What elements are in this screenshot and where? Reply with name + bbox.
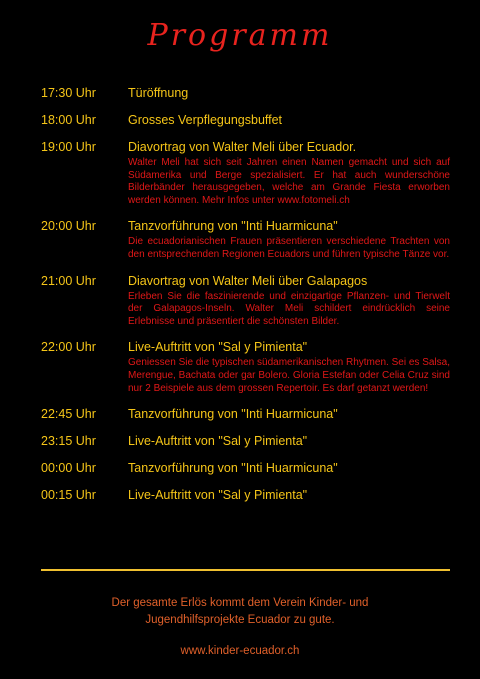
donation-note — [60, 595, 420, 629]
program-time: 23:15 Uhr — [41, 434, 96, 449]
program-time: 00:00 Uhr — [41, 461, 96, 476]
program-item — [41, 140, 450, 207]
program-item — [41, 113, 450, 128]
program-title: Tanzvorführung von "Inti Huarmicuna" — [128, 407, 338, 422]
program-item — [41, 274, 450, 329]
program-title: Tanzvorführung von "Inti Huarmicuna" — [128, 461, 338, 476]
donation-note-line-1: Der gesamte Erlös kommt dem Verein Kinder- und — [111, 597, 369, 609]
program-title: Live-Auftritt von "Sal y Pimienta" — [128, 434, 308, 449]
program-time: 20:00 Uhr — [41, 219, 96, 234]
program-item — [41, 488, 450, 503]
donation-note-line-2: Jugendhilfsprojekte Ecuador zu gute. — [145, 614, 335, 626]
program-title: Diavortrag von Walter Meli über Galapagos — [128, 273, 368, 288]
program-title: Türöffnung — [128, 86, 189, 100]
program-title: Live-Auftritt von "Sal y Pimienta" — [128, 488, 308, 503]
program-time: 18:00 Uhr — [41, 113, 96, 127]
program-item — [41, 434, 450, 449]
program-time: 21:00 Uhr — [41, 273, 96, 288]
program-description: Walter Meli hat sich seit Jahren einen Namen gemacht und sich auf Südamerika und Berge spezialisiert. Er hat auch wunderschöne Bilderbänder herausgegeben, welche am Grande Fiesta erworben werden können. Mehr Infos unter www.fotomeli.ch — [128, 157, 450, 206]
program-title: Tanzvorführung von "Inti Huarmicuna" — [128, 219, 338, 234]
program-time: 19:00 Uhr — [41, 140, 96, 154]
program-item — [41, 340, 450, 395]
program-description: Erleben Sie die faszinierende und einzigartige Pflanzen- und Tierwelt der Galapagos-Inseln. Walter Meli schildert eindrücklich seine Erlebnisse und präsentiert die schönsten Bilder. — [128, 290, 450, 327]
program-item — [41, 219, 450, 261]
website-link[interactable]: www.kinder-ecuador.ch — [180, 645, 300, 657]
program-description: Geniessen Sie die typischen südamerikanischen Rhytmen. Sei es Salsa, Merengue, Bachata oder gar Bolero. Gloria Estefan oder Celia Cruz sind nur 2 Beispiele aus dem grossen Repertoir. Es darf getanzt werden! — [128, 357, 450, 394]
program-title: Live-Auftritt von "Sal y Pimienta" — [128, 340, 308, 355]
program-time: 17:30 Uhr — [41, 86, 96, 100]
program-title: Grosses Verpflegungsbuffet — [128, 113, 283, 127]
divider — [41, 569, 450, 571]
page-title: Programm — [147, 18, 333, 53]
program-item — [41, 461, 450, 476]
program-time: 22:00 Uhr — [41, 340, 96, 355]
program-description: Die ecuadorianischen Frauen präsentieren verschiedene Trachten von den entsprechenden Regionen Ecuadors und führen typische Tänze vor. — [128, 236, 450, 260]
program-item — [41, 407, 450, 422]
program-title: Diavortrag von Walter Meli über Ecuador. — [128, 140, 357, 154]
program-time: 00:15 Uhr — [41, 488, 96, 503]
program-list — [41, 86, 450, 515]
program-item — [41, 86, 450, 101]
program-time: 22:45 Uhr — [41, 407, 96, 422]
